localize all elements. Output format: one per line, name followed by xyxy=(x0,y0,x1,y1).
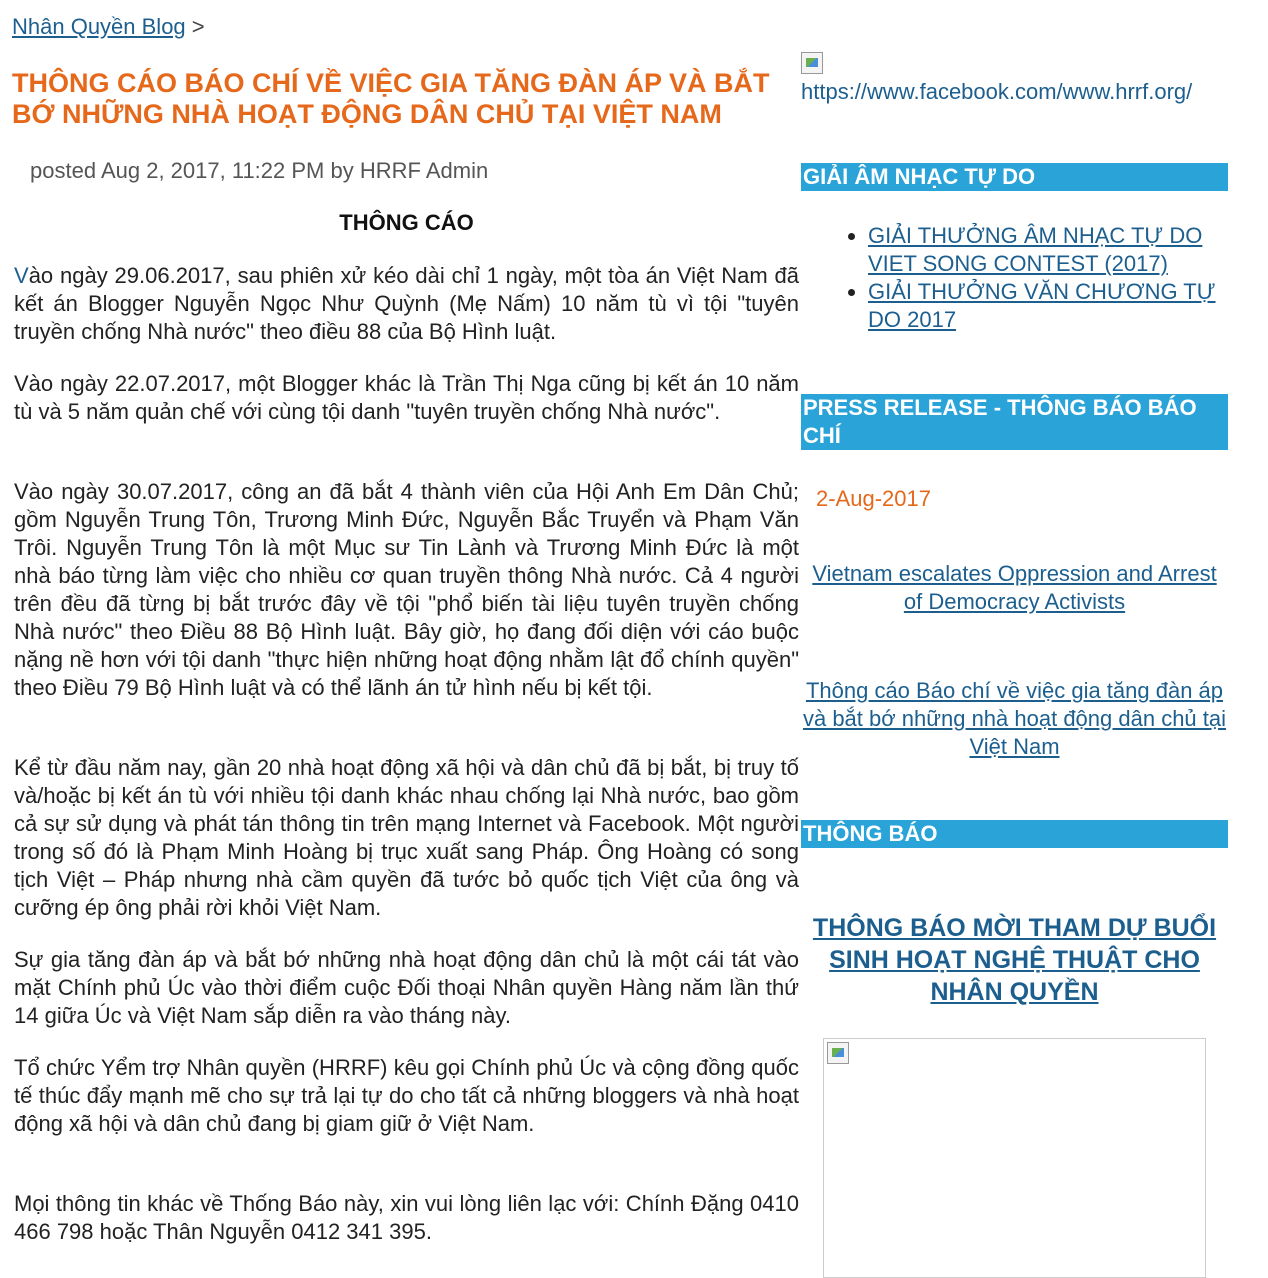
article-paragraph-4: Kể từ đầu năm nay, gần 20 nhà hoạt động xã hội và dân chủ đã bị bắt, bị truy tố và/hoặc bị kết án tù với nhiều tội danh khác nhau chống lại Nhà nước, bao gồm cả sự sử dụng và phát tán thông tin trên mạng Internet và Facebook. Một người trong số đó là Phạm Minh Hoàng bị trục xuất sang Pháp. Ông Hoàng có song tịch Việt – Pháp nhưng nhà cầm quyền đã tước bỏ quốc tịch Việt của ông và cưỡng ép ông phải rời khỏi Việt Nam. xyxy=(14,755,799,920)
breadcrumb xyxy=(12,14,205,40)
broken-image-icon xyxy=(827,1042,849,1064)
article-heading: THÔNG CÁO xyxy=(339,210,474,235)
facebook-widget xyxy=(801,52,1192,105)
article-paragraph-6: Tổ chức Yểm trợ Nhân quyền (HRRF) kêu gọi Chính phủ Úc và cộng đồng quốc tế thúc đẩy mạnh mẽ cho sự trả lại tự do cho tất cả những bloggers và nhà hoạt động xã hội và dân chủ đang bị giam giữ ở Việt Nam. xyxy=(14,1055,799,1136)
notice-link[interactable]: THÔNG BÁO MỜI THAM DỰ BUỔI SINH HOẠT NGHỆ THUẬT CHO NHÂN QUYỀN xyxy=(812,914,1217,1006)
paragraph-1-text: ào ngày 29.06.2017, sau phiên xử kéo dài chỉ 1 ngày, một tòa án Việt Nam đã kết án Blogger Nguyễn Ngọc Như Quỳnh (Mẹ Nấm) 10 năm tù vì tội "tuyên truyền chống Nhà nước" theo điều 88 của Bộ Hình luật. xyxy=(14,263,799,344)
music-list xyxy=(838,222,1248,334)
breadcrumb-separator: > xyxy=(191,14,205,39)
list-item xyxy=(868,278,1248,334)
section-header-press: PRESS RELEASE - THÔNG BÁO BÁO CHÍ xyxy=(801,394,1228,450)
page-title: THÔNG CÁO BÁO CHÍ VỀ VIỆC GIA TĂNG ĐÀN ÁP VÀ BẮT BỚ NHỮNG NHÀ HOẠT ĐỘNG DÂN CHỦ TẠI VIỆT NAM xyxy=(12,68,770,129)
article-paragraph-1 xyxy=(14,262,799,346)
article-paragraph-7: Mọi thông tin khác về Thống Báo này, xin vui lòng liên lạc với: Chính Đặng 0410 466 798 hoặc Thân Nguyễn 0412 341 395. xyxy=(14,1191,799,1244)
press-link-vietnamese[interactable]: Thông cáo Báo chí về việc gia tăng đàn áp và bắt bớ những nhà hoạt động dân chủ tại Việt Nam xyxy=(802,678,1227,759)
breadcrumb-link-blog[interactable]: Nhân Quyền Blog xyxy=(12,14,186,39)
post-meta: posted Aug 2, 2017, 11:22 PM by HRRF Admin xyxy=(30,158,489,183)
article-paragraph-3: Vào ngày 30.07.2017, công an đã bắt 4 thành viên của Hội Anh Em Dân Chủ; gồm Nguyễn Trung Tôn, Trương Minh Đức, Nguyễn Bắc Truyển và Phạm Văn Trôi. Nguyễn Trung Tôn là một Mục sư Tin Lành và Trương Minh Đức là một nhà báo từng làm việc cho nhiều cơ quan truyền thông Nhà nước. Cả 4 người trên đều đã từng bị bắt trước đây về tội "phổ biến tài liệu tuyên truyền chống Nhà nước" theo Điều 88 Bộ Hình luật. Bây giờ, họ đang đối diện với cáo buộc nặng nề hơn với tội danh "thực hiện những hoạt động nhằm lật đổ chính quyền" theo Điều 79 Bộ Hình luật và có thể lãnh án tử hình nếu bị kết tội. xyxy=(14,479,799,700)
broken-image-icon xyxy=(801,52,823,74)
drop-letter: V xyxy=(14,263,29,288)
article-paragraph-5: Sự gia tăng đàn áp và bắt bớ những nhà hoạt động dân chủ là một cái tát vào mặt Chính phủ Úc vào thời điểm cuộc Đối thoại Nhân quyền Hàng năm lần thứ 14 giữa Úc và Việt Nam sắp diễn ra vào tháng này. xyxy=(14,947,799,1028)
list-item xyxy=(868,222,1248,278)
literature-award-link[interactable]: GIẢI THƯỞNG VĂN CHƯƠNG TỰ DO 2017 xyxy=(868,279,1216,332)
music-award-link[interactable]: GIẢI THƯỞNG ÂM NHẠC TỰ DO VIET SONG CONTEST (2017) xyxy=(868,223,1203,276)
notice-image xyxy=(823,1038,1206,1278)
press-link-english[interactable]: Vietnam escalates Oppression and Arrest of Democracy Activists xyxy=(812,561,1217,614)
notice-block xyxy=(801,912,1228,1008)
press-date: 2-Aug-2017 xyxy=(816,486,931,511)
facebook-link[interactable]: https://www.facebook.com/www.hrrf.org/ xyxy=(801,79,1193,104)
section-header-notice: THÔNG BÁO xyxy=(801,820,1228,848)
article-paragraph-2: Vào ngày 22.07.2017, một Blogger khác là Trần Thị Nga cũng bị kết án 10 năm tù và 5 năm quản chế với cùng tội danh "tuyên truyền chống Nhà nước". xyxy=(14,371,799,424)
section-header-music: GIẢI ÂM NHẠC TỰ DO xyxy=(801,163,1228,191)
